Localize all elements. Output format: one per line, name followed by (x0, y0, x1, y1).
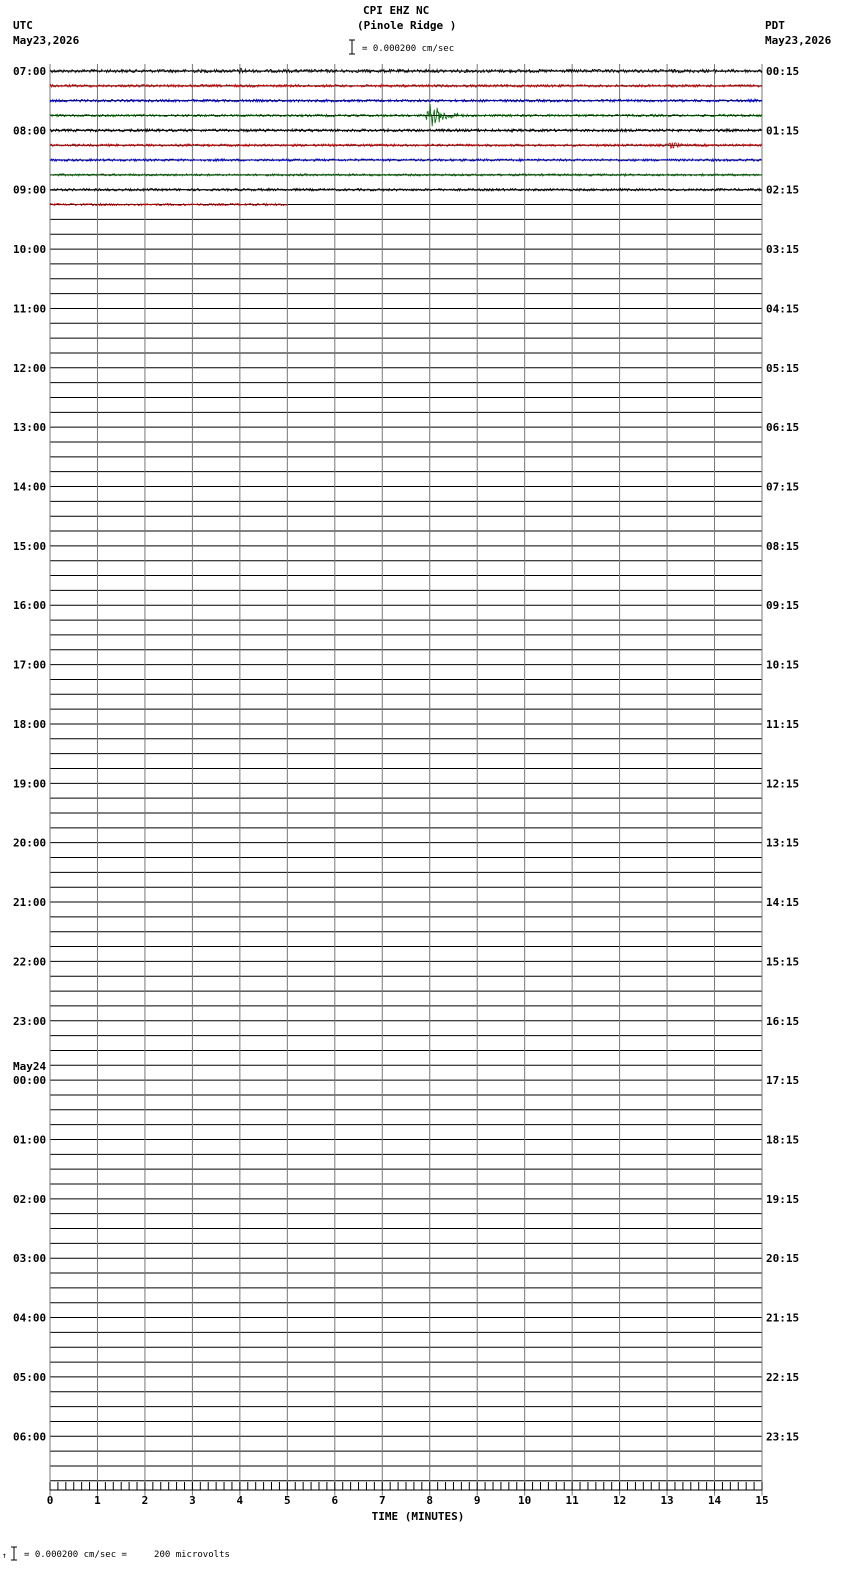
seismic-traces (50, 68, 762, 205)
pdt-hour-label: 15:15 (766, 955, 800, 969)
pdt-hour-label: 16:15 (766, 1014, 800, 1028)
utc-hour-label: 02:00 (13, 1192, 47, 1206)
x-tick-label: 1 (94, 1494, 101, 1507)
utc-hour-label: 15:00 (13, 539, 47, 553)
utc-hour-label: 23:00 (13, 1014, 47, 1028)
x-tick-label: 7 (378, 1494, 386, 1507)
pdt-hour-label: 04:15 (766, 302, 800, 316)
x-tick-label: 5 (284, 1494, 291, 1507)
station-title: CPI EHZ NC (363, 4, 430, 17)
utc-hour-label: 06:00 (13, 1430, 47, 1444)
x-tick-label: 8 (426, 1494, 434, 1507)
pdt-hour-label: 09:15 (766, 599, 800, 613)
station-location: (Pinole Ridge ) (357, 19, 457, 32)
pdt-label: PDT (765, 19, 785, 32)
pdt-hour-label: 22:15 (766, 1370, 800, 1384)
x-tick-label: 0 (46, 1494, 54, 1507)
pdt-hour-label: 20:15 (766, 1252, 800, 1266)
scale-bar-icon (349, 40, 355, 54)
pdt-hour-label: 02:15 (766, 183, 800, 197)
utc-hour-label: 01:00 (13, 1133, 47, 1147)
footer-mark: ↑ (2, 1551, 7, 1560)
utc-hour-label: 17:00 (13, 658, 47, 672)
x-axis (47, 1482, 769, 1523)
utc-hour-label: 00:00 (13, 1074, 47, 1088)
x-tick-label: 11 (565, 1494, 579, 1507)
x-axis-title: TIME (MINUTES) (371, 1510, 465, 1523)
utc-hour-label: 05:00 (13, 1370, 47, 1384)
utc-hour-label: 10:00 (13, 243, 47, 257)
pdt-hour-label: 10:15 (766, 658, 800, 672)
pdt-date: May23,2026 (765, 34, 832, 47)
x-tick-label: 14 (707, 1494, 722, 1507)
x-tick-label: 13 (660, 1494, 674, 1507)
footer-scale-bar-icon (11, 1547, 17, 1560)
pdt-hour-label: 21:15 (766, 1311, 800, 1325)
pdt-hour-label: 19:15 (766, 1192, 800, 1206)
utc-hour-label: 11:00 (13, 302, 47, 316)
x-tick-label: 15 (755, 1494, 769, 1507)
pdt-hour-label: 13:15 (766, 836, 800, 850)
utc-date: May23,2026 (13, 34, 80, 47)
seismic-trace (50, 129, 762, 132)
pdt-hour-label: 06:15 (766, 421, 800, 435)
utc-hour-label: 18:00 (13, 717, 47, 731)
seismic-trace (50, 159, 762, 161)
pdt-hour-label: 17:15 (766, 1074, 800, 1088)
utc-hour-label: 19:00 (13, 777, 47, 791)
pdt-hour-label: 18:15 (766, 1133, 800, 1147)
pdt-hour-label: 23:15 (766, 1430, 800, 1444)
pdt-hour-label: 00:15 (766, 65, 800, 78)
pdt-hour-label: 05:15 (766, 361, 800, 375)
pdt-hour-label: 08:15 (766, 539, 800, 553)
x-tick-label: 4 (236, 1494, 244, 1507)
utc-hour-label: 20:00 (13, 836, 47, 850)
seismic-trace (50, 204, 287, 206)
utc-hour-label: 21:00 (13, 896, 47, 910)
pdt-hour-label: 14:15 (766, 896, 800, 910)
x-tick-label: 3 (189, 1494, 196, 1507)
utc-hour-label: 22:00 (13, 955, 47, 969)
day-change-label: May24 (13, 1060, 47, 1074)
footer-scale-note: = 0.000200 cm/sec = 200 microvolts (24, 1550, 230, 1560)
utc-label: UTC (13, 19, 33, 32)
utc-hour-label: 08:00 (13, 124, 47, 138)
utc-hour-label: 07:00 (13, 65, 47, 78)
seismic-trace (50, 99, 762, 102)
pdt-hour-label: 03:15 (766, 243, 800, 257)
utc-hour-label: 12:00 (13, 361, 47, 375)
pdt-hour-label: 01:15 (766, 124, 800, 138)
plot-grid (50, 64, 762, 1496)
pdt-hour-label: 12:15 (766, 777, 800, 791)
utc-hour-label: 09:00 (13, 183, 47, 197)
utc-hour-label: 16:00 (13, 599, 47, 613)
pdt-hour-label: 11:15 (766, 717, 800, 731)
scale-text: = 0.000200 cm/sec (362, 44, 455, 54)
x-tick-label: 2 (141, 1494, 149, 1507)
x-tick-label: 12 (612, 1494, 627, 1507)
x-tick-label: 10 (518, 1494, 532, 1507)
pdt-hour-label: 07:15 (766, 480, 800, 494)
utc-hour-label: 14:00 (13, 480, 47, 494)
utc-hour-label: 03:00 (13, 1252, 47, 1266)
x-tick-label: 9 (473, 1494, 481, 1507)
utc-hour-label: 04:00 (13, 1311, 47, 1325)
x-tick-label: 6 (331, 1494, 339, 1507)
utc-hour-label: 13:00 (13, 421, 47, 435)
